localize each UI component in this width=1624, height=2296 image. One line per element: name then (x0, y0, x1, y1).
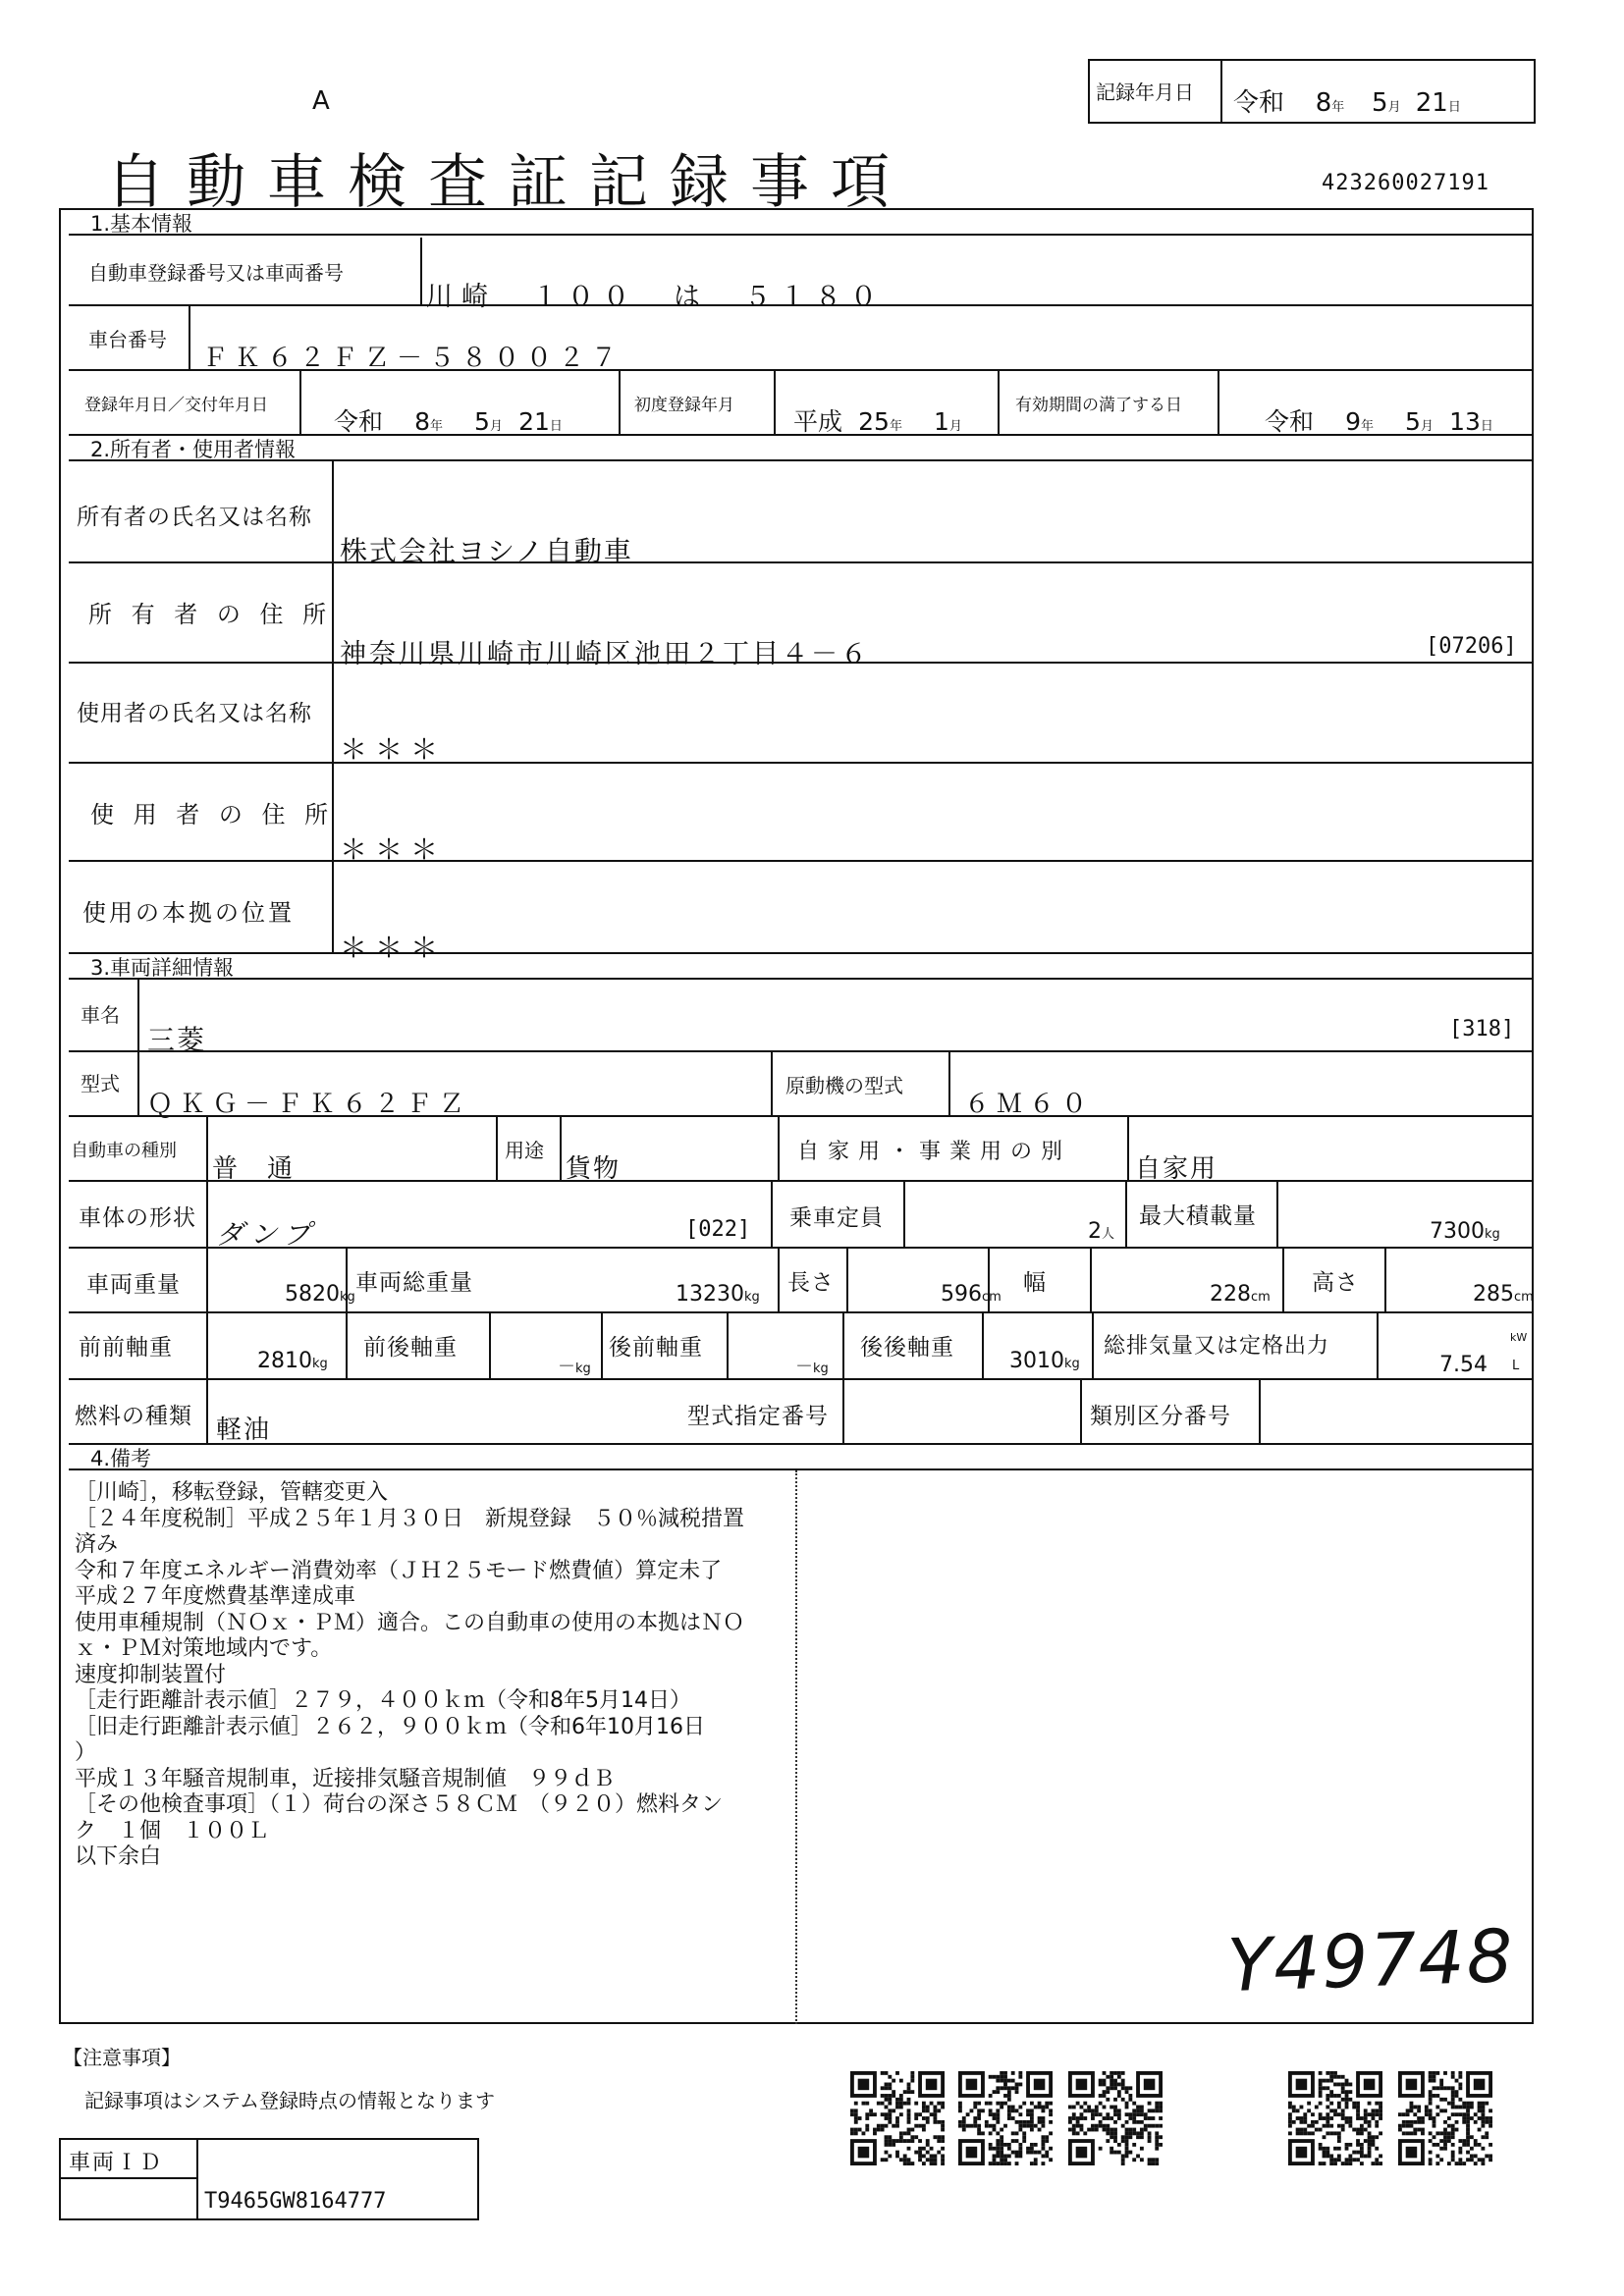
user-address: ＊＊＊ (340, 833, 447, 866)
max-load: 7300kg (1430, 1219, 1500, 1244)
kind-label: 自動車の種別 (71, 1141, 177, 1161)
rf-axle-label: 後前軸重 (609, 1335, 703, 1361)
length: 596cm (941, 1282, 1001, 1307)
notice-text: 記録事項はシステム登録時点の情報となります (84, 2089, 495, 2112)
use-label: 用途 (505, 1139, 544, 1162)
owner-address-label: 所 有 者 の 住 所 (88, 601, 333, 628)
vehicle-id-label: 車両ＩＤ (69, 2151, 164, 2175)
use: 貨物 (566, 1154, 622, 1184)
weight-label: 車両重量 (86, 1272, 181, 1298)
document-title: 自動車検査証記録事項 (106, 148, 911, 217)
fuel-label: 燃料の種類 (75, 1404, 192, 1429)
remarks-line: 以下余白 (75, 1844, 162, 1869)
qr-code-4-icon (1288, 2071, 1382, 2165)
reg-number: 川崎 １００ は ５１８０ (426, 282, 886, 312)
document-number: 423260027191 (1322, 171, 1489, 195)
user-name-label: 使用者の氏名又は名称 (77, 701, 312, 726)
remarks-line: ク １個 １００Ｌ (75, 1818, 270, 1843)
remarks-list (75, 1480, 744, 1871)
owner-address-code: [07206] (1426, 634, 1517, 659)
remarks-line: ［旧走行距離計表示値］２６２，９００ｋｍ（令和6年10月16日 (75, 1714, 705, 1739)
reg-number-label: 自動車登録番号又は車両番号 (88, 261, 344, 285)
remarks-line: ［走行距離計表示値］２７９，４００ｋｍ（令和8年5月14日） (75, 1688, 691, 1713)
vehicle-id: T9465GW8164777 (204, 2189, 387, 2214)
model-label: 型式 (81, 1072, 120, 1095)
gross-weight: 13230kg (676, 1282, 760, 1307)
class-number-label: 類別区分番号 (1090, 1404, 1231, 1429)
qr-code-5-icon (1398, 2071, 1492, 2165)
remarks-line: ［川崎］，移転登録，管轄変更入 (75, 1480, 389, 1505)
remarks-line: ［２４年度税制］平成２５年１月３０日 新規登録 ５０％減税措置 (75, 1506, 745, 1531)
owner-name-label: 所有者の氏名又は名称 (77, 505, 312, 530)
fr-axle-label: 前後軸重 (363, 1335, 458, 1361)
length-label: 長さ (787, 1270, 835, 1296)
section-remarks: 4.備考 (69, 1443, 1532, 1470)
handwritten-note: Y49748 (1225, 1913, 1517, 2009)
make: 三菱 (147, 1024, 207, 1056)
make-label: 車名 (81, 1003, 120, 1027)
engine-label: 原動機の型式 (785, 1074, 903, 1097)
record-date: 令和 8年 5月 21日 (1233, 88, 1461, 118)
first-reg-date: 平成 25年 1月 (793, 407, 962, 436)
make-code: [318] (1449, 1017, 1515, 1041)
remarks-line: ［その他検査事項］（１）荷台の深さ５８ＣＭ （９２０）燃料タン (75, 1792, 724, 1817)
user-name: ＊＊＊ (340, 733, 447, 766)
remarks-line: 速度抑制装置付 (75, 1662, 227, 1687)
rf-axle: －kg (795, 1357, 829, 1377)
remarks-line: 済み (75, 1532, 119, 1557)
type-designation-label: 型式指定番号 (687, 1404, 829, 1429)
qr-code-3-icon (1068, 2071, 1163, 2165)
owner-address: 神奈川県川崎市川崎区池田２丁目４－６ (340, 639, 870, 669)
private-business-label: 自 家 用 ・ 事 業 用 の 別 (797, 1140, 1063, 1164)
chassis-number: ＦＫ６２ＦＺ－５８００２７ (202, 344, 624, 373)
fuel: 軽油 (216, 1415, 272, 1445)
section-owner-info: 2.所有者・使用者情報 (69, 434, 1532, 461)
gross-weight-label: 車両総重量 (355, 1270, 473, 1296)
displacement-unit-l: L (1512, 1359, 1520, 1373)
expiry-date: 令和 9年 5月 13日 (1265, 407, 1493, 436)
capacity-label: 乗車定員 (789, 1205, 884, 1231)
reg-date: 令和 8年 5月 21日 (334, 407, 563, 436)
ff-axle-label: 前前軸重 (79, 1335, 173, 1361)
notice-title: 【注意事項】 (63, 2046, 181, 2069)
section-vehicle-details: 3.車両詳細情報 (69, 952, 1532, 980)
expiry-label: 有効期間の満了する日 (1015, 396, 1182, 415)
body-label: 車体の形状 (79, 1205, 196, 1231)
remarks-line: 平成１３年騒音規制車，近接排気騒音規制値 ９９ｄＢ (75, 1766, 616, 1791)
private-business: 自家用 (1135, 1154, 1218, 1184)
remarks-line: ） (75, 1740, 97, 1765)
width-label: 幅 (1023, 1270, 1047, 1296)
displacement: 7.54 (1439, 1353, 1488, 1377)
record-date-label: 記録年月日 (1096, 80, 1194, 104)
base-location: ＊＊＊ (340, 932, 447, 964)
section-basic-info: 1.基本情報 (69, 208, 1532, 236)
kind: 普 通 (212, 1154, 296, 1184)
body-shape: ダンプ (216, 1218, 317, 1251)
qr-code-2-icon (958, 2071, 1053, 2165)
vehicle-weight: 5820kg (285, 1282, 355, 1307)
remarks-line: 使用車種規制（ＮＯｘ・ＰＭ）適合。この自動車の使用の本拠はＮＯ (75, 1610, 745, 1635)
chassis-label: 車台番号 (88, 328, 167, 351)
engine: ６Ｍ６０ (964, 1090, 1095, 1119)
displacement-label: 総排気量又は定格出力 (1104, 1334, 1330, 1359)
rr-axle-label: 後後軸重 (860, 1335, 954, 1361)
user-address-label: 使 用 者 の 住 所 (90, 801, 335, 828)
remarks-line: 平成２７年度燃費基準達成車 (75, 1584, 356, 1609)
reg-date-label: 登録年月日／交付年月日 (84, 396, 268, 415)
max-load-label: 最大積載量 (1139, 1203, 1257, 1229)
qr-code-1-icon (850, 2071, 945, 2165)
owner-name: 株式会社ヨシノ自動車 (340, 535, 633, 567)
height-label: 高さ (1312, 1270, 1359, 1296)
height: 285cm (1473, 1282, 1534, 1307)
rr-axle: 3010kg (1009, 1349, 1080, 1373)
displacement-unit-kw: kW (1510, 1331, 1528, 1344)
form-letter: A (312, 86, 330, 116)
width: 228cm (1210, 1282, 1271, 1307)
body-code: [022] (685, 1217, 751, 1242)
model: ＱＫＧ－ＦＫ６２ＦＺ (147, 1090, 472, 1119)
fr-axle: －kg (558, 1357, 591, 1377)
remarks-line: 令和７年度エネルギー消費効率（ＪＨ２５モード燃費値）算定未了 (75, 1558, 723, 1583)
base-location-label: 使用の本拠の位置 (82, 899, 295, 927)
remarks-line: ｘ・ＰＭ対策地域内です。 (75, 1636, 333, 1661)
ff-axle: 2810kg (257, 1349, 328, 1373)
first-reg-label: 初度登録年月 (634, 396, 734, 415)
capacity: 2人 (1088, 1219, 1115, 1244)
